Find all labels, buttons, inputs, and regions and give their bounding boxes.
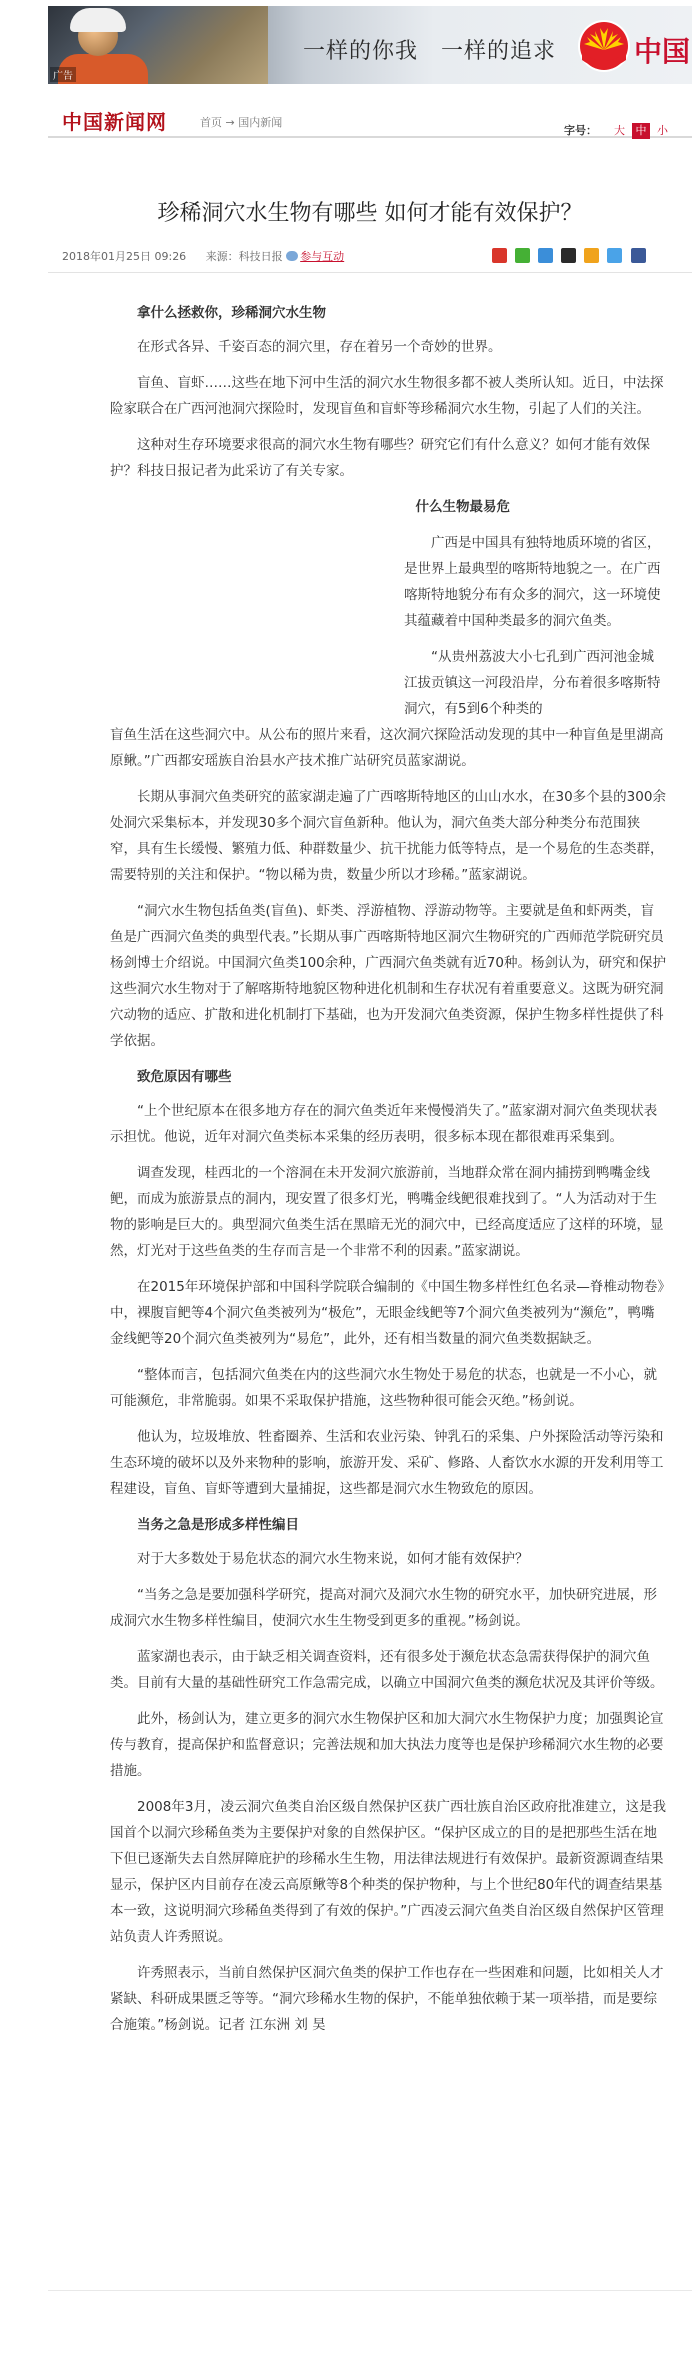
paragraph: 2008年3月，凌云洞穴鱼类自治区级自然保护区获广西壮族自治区政府批准建立，这是我国首个以洞穴珍稀鱼类为主要保护对象的自然保护区。“保护区成立的目的是把那些生活在地下但已逐渐失去自然屏障庇护的珍稀水生生物，用法律法规进行有效保护。最新资源调查结果显示，保护区内目前存在凌云高原鳅等8个种类的保护物种，与上个世纪80年代的调查结果基本一致，这说明洞穴珍稀鱼类得到了有效的保护。”广西凌云洞穴鱼类自治区级自然保护区管理站负责人许秀照说。 [110,1799,666,1945]
share-wechat-icon[interactable] [515,248,530,263]
ad-brand: 中国 [634,35,691,68]
share-bar [492,248,649,267]
ad-banner[interactable] [48,6,692,84]
ad-tag: 广告 [50,67,76,82]
share-facebook-icon[interactable] [631,248,646,263]
comment-link[interactable]: 参与互动 [300,250,345,263]
paragraph: 对于大多数处于易危状态的洞穴水生物来说，如何才能有效保护？ [137,1551,529,1567]
breadcrumb-section[interactable]: 国内新闻 [238,116,283,129]
paragraph: 此外，杨剑认为，建立更多的洞穴水生物保护区和加大洞穴水生物保护力度；加强舆论宣传与教育，提高保护和监督意识；完善法规和加大执法力度等也是保护珍稀洞穴水生物的必要措施。 [110,1711,664,1779]
section-heading: 致危原因有哪些 [137,1069,232,1085]
share-weibo-icon[interactable] [492,248,507,263]
paragraph: 长期从事洞穴鱼类研究的蓝家湖走遍了广西喀斯特地区的山山水水，在30多个县的300余处洞穴采集标本，并发现30多个洞穴盲鱼新种。他认为，洞穴鱼类大部分种类分布范围狭窄，具有生长缓慢、繁殖力低、种群数量少、抗干扰能力低等特点，是一个易危的生态类群，需要特别的关注和保护。“物以稀为贵，数量少所以才珍稀。”蓝家湖说。 [110,789,666,883]
share-qzone-icon[interactable] [538,248,553,263]
share-renren-icon[interactable] [584,248,599,263]
site-logo[interactable]: 中国新闻网 [62,110,167,134]
breadcrumb-home[interactable]: 首页 [200,116,222,129]
paragraph: 他认为，垃圾堆放、牲畜圈养、生活和农业污染、钟乳石的采集、户外探险活动等污染和生态环境的破坏以及外来物种的影响，旅游开发、采矿、修路、人畜饮水水源的开发利用等工程建设，盲鱼、盲虾等遭到大量捕捉，这些都是洞穴水生物致危的原因。 [110,1429,664,1497]
paragraph: 调查发现，桂西北的一个溶洞在未开发洞穴旅游前，当地群众常在洞内捕捞到鸭嘴金线鲃，而成为旅游景点的洞内，现安置了很多灯光，鸭嘴金线鲃很难找到了。“人为活动对于生物的影响是巨大的。典型洞穴鱼类生活在黑暗无光的洞穴中，已经高度适应了这样的环境，显然，灯光对于这些鱼类的生存而言是一个非常不利的因素。”蓝家湖说。 [110,1165,664,1259]
site-navbar [48,100,692,138]
paragraph: “整体而言，包括洞穴鱼类在内的这些洞穴水生物处于易危的状态，也就是一不小心，就可能濒危，非常脆弱。如果不采取保护措施，这些物种很可能会灭绝。”杨剑说。 [110,1367,657,1409]
article-body [110,300,666,2048]
publish-date: 2018年01月25日 09:26 [62,250,187,263]
section-heading: 当务之急是形成多样性编目 [137,1517,299,1533]
paragraph: 蓝家湖也表示，由于缺乏相关调查资料，还有很多处于濒危状态急需获得保护的洞穴鱼类。目前有大量的基础性研究工作急需完成，以确立中国洞穴鱼类的濒危状况及其评价等级。 [110,1649,664,1691]
paragraph: “洞穴水生物包括鱼类(盲鱼)、虾类、浮游植物、浮游动物等。主要就是鱼和虾两类，盲鱼是广西洞穴鱼类的典型代表。”长期从事广西喀斯特地区洞穴生物研究的广西师范学院研究员杨剑博士介绍说。中国洞穴鱼类100余种，广西洞穴鱼类就有近70种。杨剑认为，研究和保护这些洞穴水生物对于了解喀斯特地貌区物种进化机制和生存状况有着重要意义。这既为研究洞穴动物的适应、扩散和进化机制打下基础，也为开发洞穴鱼类资源，保护生物多样性提供了科学依据。 [110,903,666,1049]
font-size-switcher [564,122,672,139]
title-divider [48,272,692,273]
worker-helmet [70,8,126,32]
petrochina-logo-icon [578,20,630,72]
share-twitter-icon[interactable] [607,248,622,263]
paragraph: 盲鱼、盲虾……这些在地下河中生活的洞穴水生物很多都不被人类所认知。近日，中法探险家联合在广西河池洞穴探险时，发现盲鱼和盲虾等珍稀洞穴水生物，引起了人们的关注。 [110,375,664,417]
comment-icon [286,251,298,261]
breadcrumb-arrow: → [225,116,235,129]
font-size-label: 字号： [564,124,597,137]
paragraph: “上个世纪原本在很多地方存在的洞穴鱼类近年来慢慢消失了。”蓝家湖对洞穴鱼类现状表示担忧。他说，近年对洞穴鱼类标本采集的经历表明，很多标本现在都很难再采集到。 [110,1103,658,1145]
paragraph: 广西是中国具有独特地质环境的省区，是世界上最典型的喀斯特地貌之一。在广西喀斯特地貌分布有众多的洞穴，这一环境使其蕴藏着中国种类最多的洞穴鱼类。 [404,535,661,629]
paragraph: “当务之急是要加强科学研究，提高对洞穴及洞穴水生物的研究水平，加快研究进展，形成洞穴水生物多样性编目，使洞穴水生生物受到更多的重视。”杨剑说。 [110,1587,657,1629]
breadcrumb [200,114,282,130]
section-heading: 拿什么拯救你，珍稀洞穴水生物 [137,305,326,321]
article-title: 珍稀洞穴水生物有哪些 如何才能有效保护？ [157,201,583,226]
paragraph: 这种对生存环境要求很高的洞穴水生物有哪些？研究它们有什么意义？如何才能有效保护？科技日报记者为此采访了有关专家。 [110,437,650,479]
page-frame [48,0,692,2356]
article-meta [62,248,344,264]
paragraph: “从贵州荔波大小七孔到广西河池金城江拔贡镇这一河段沿岸，分布着很多喀斯特洞穴，有5到6个种类的 [404,649,661,717]
article-source: 来源：科技日报 [205,250,283,263]
section-heading: 什么生物最易危 [415,499,510,515]
font-size-large[interactable]: 大 [614,124,625,137]
banner-photo [48,6,268,84]
share-qq-icon[interactable] [561,248,576,263]
font-size-medium[interactable]: 中 [632,123,650,139]
paragraph: 许秀照表示，当前自然保护区洞穴鱼类的保护工作也存在一些困难和问题，比如相关人才紧缺、科研成果匮乏等等。“洞穴珍稀水生物的保护，不能单独依赖于某一项举措，而是要综合施策。”杨剑说。记者 江东洲 刘 昊 [110,1965,664,2033]
paragraph: 在2015年环境保护部和中国科学院联合编制的《中国生物多样性红色名录—脊椎动物卷》中，裸腹盲鲃等4个洞穴鱼类被列为“极危”，无眼金线鲃等7个洞穴鱼类被列为“濒危”，鸭嘴金线鲃等20个洞穴鱼类被列为“易危”，此外，还有相当数量的洞穴鱼类数据缺乏。 [110,1279,665,1347]
paragraph: 在形式各异、千姿百态的洞穴里，存在着另一个奇妙的世界。 [137,339,502,355]
font-size-small[interactable]: 小 [657,124,668,137]
paragraph: 盲鱼生活在这些洞穴中。从公布的照片来看，这次洞穴探险活动发现的其中一种盲鱼是里湖高原鳅。”广西都安瑶族自治县水产技术推广站研究员蓝家湖说。 [110,727,664,769]
ad-slogan: 一样的你我 一样的追求 [303,39,557,64]
bottom-divider [48,2290,692,2291]
